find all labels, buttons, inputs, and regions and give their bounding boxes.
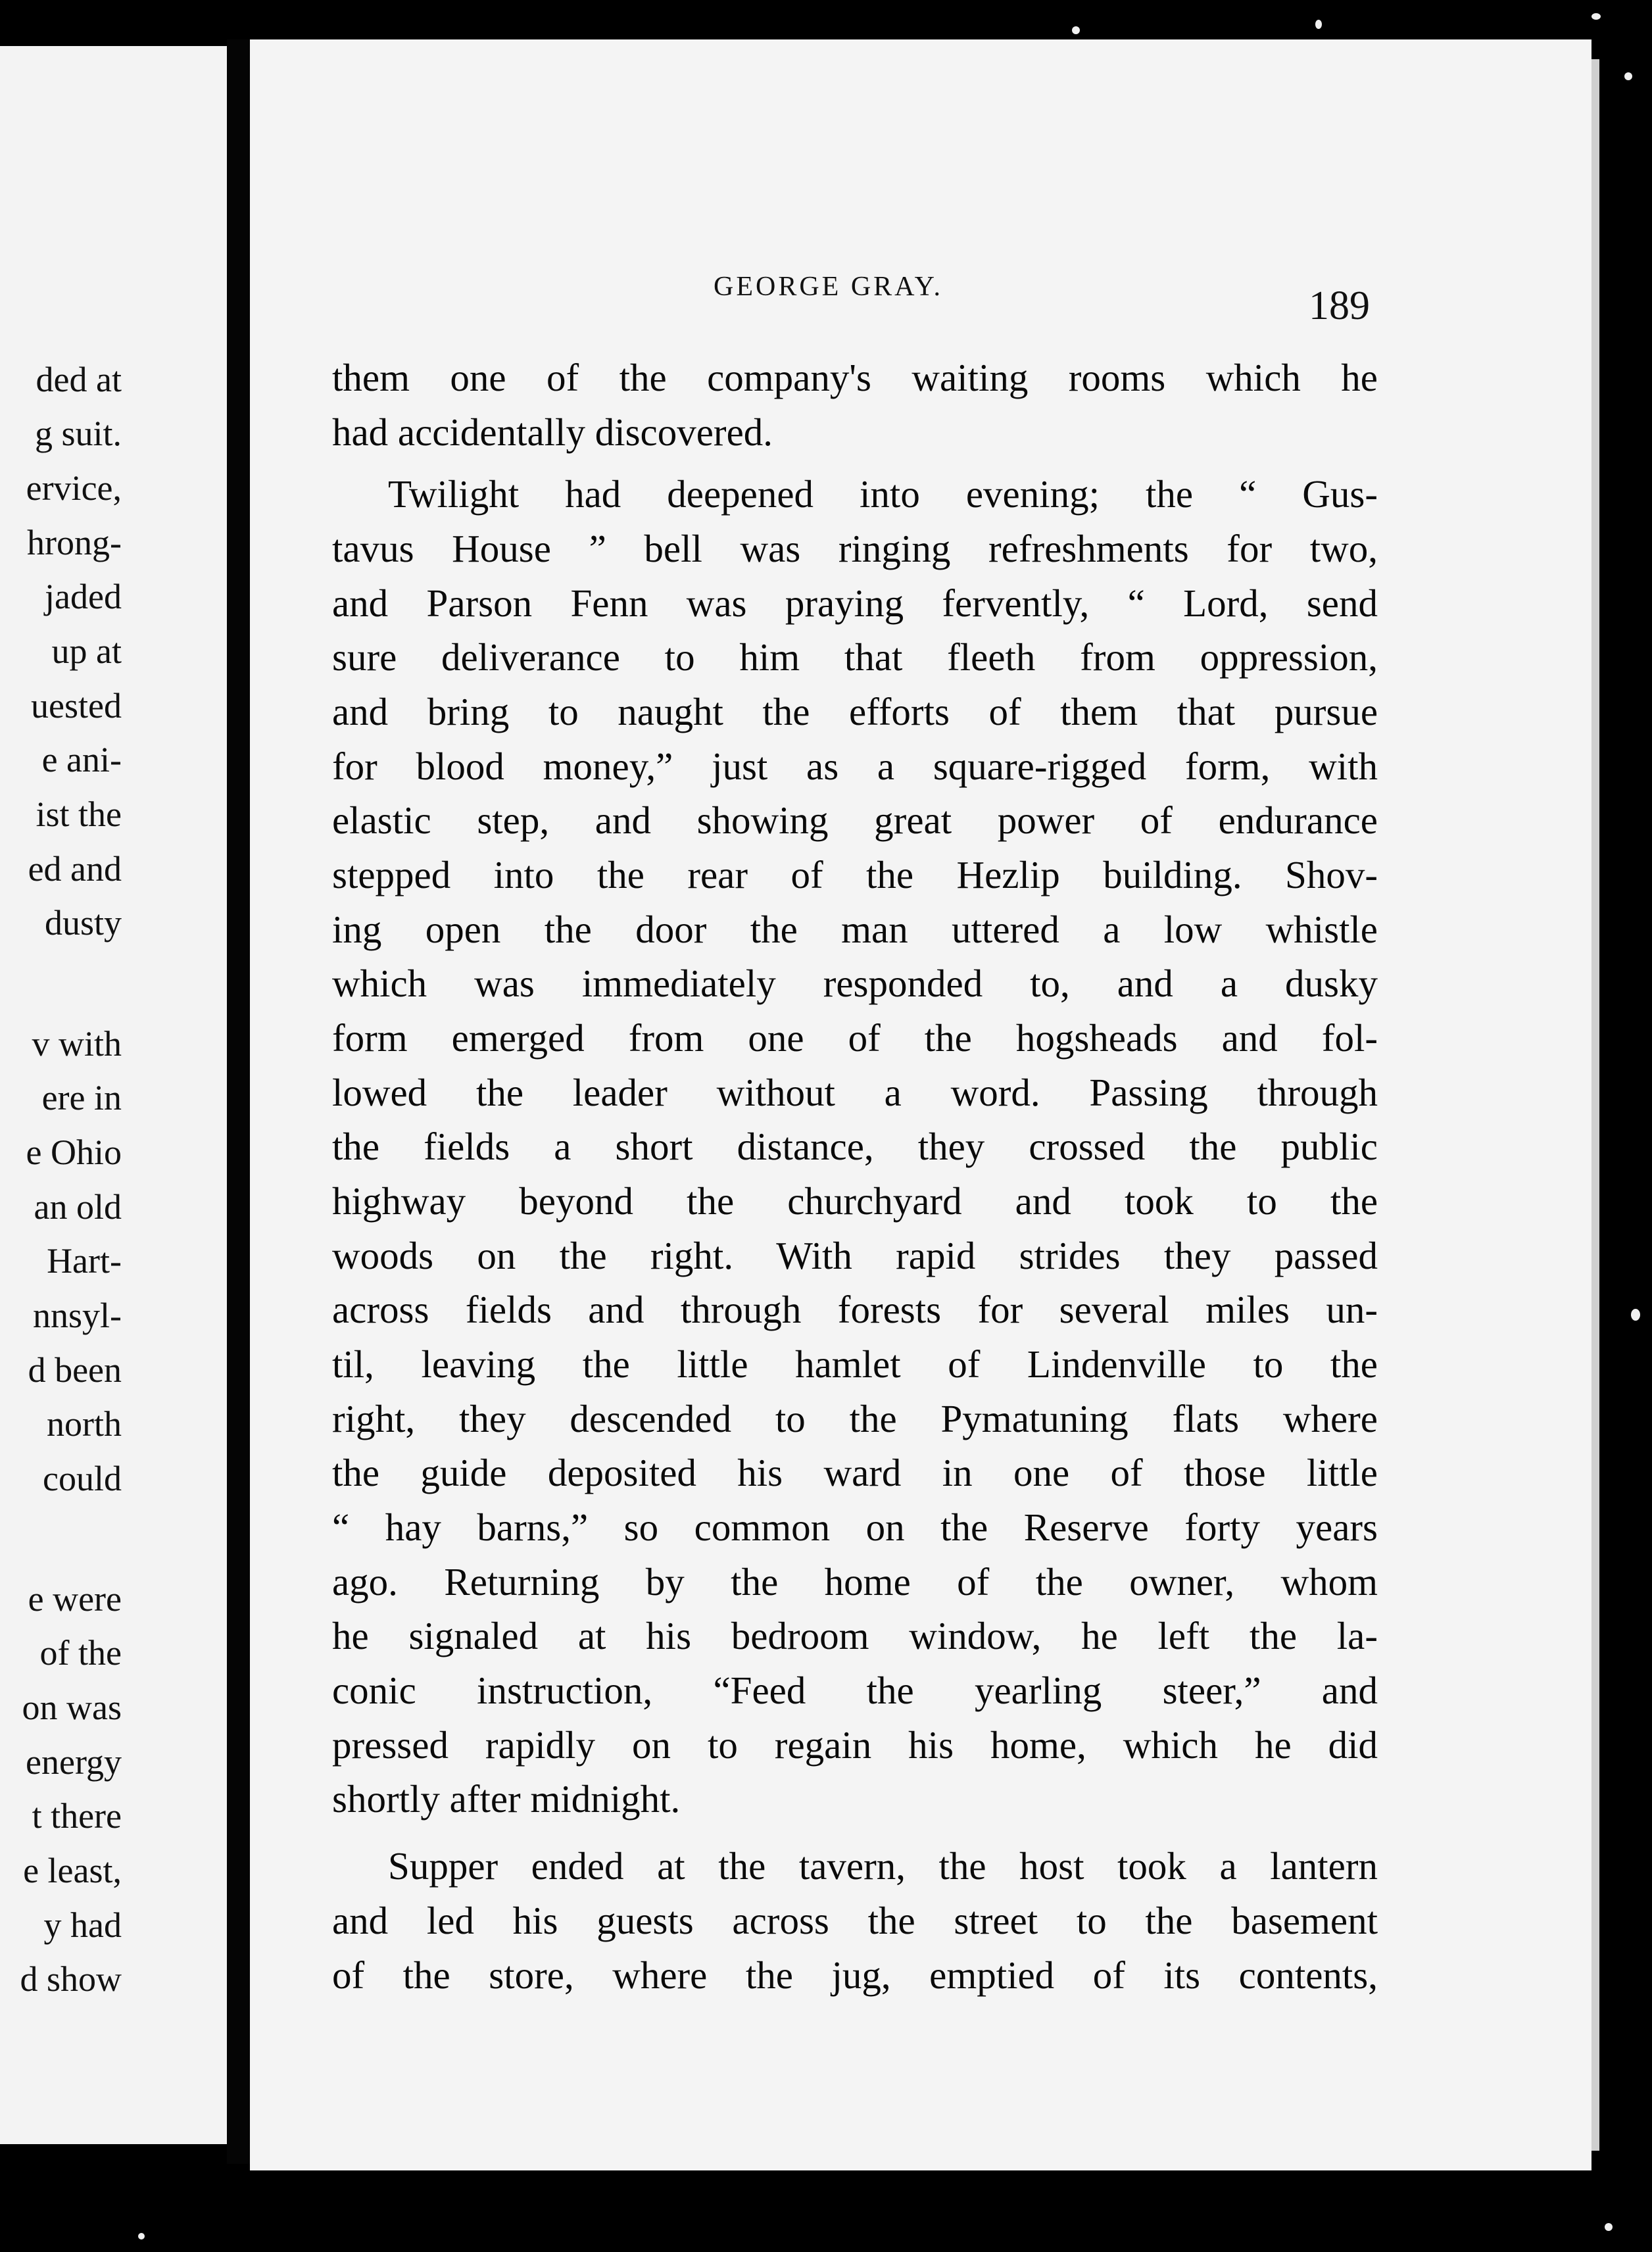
- left-page-line: up at: [51, 631, 122, 671]
- left-page-line: Hart-: [47, 1241, 122, 1281]
- page-number: 189: [1309, 283, 1370, 328]
- left-page-line: e least,: [23, 1851, 122, 1890]
- text-line: had accidentally discovered.: [332, 410, 773, 454]
- text-line: and Parson Fenn was praying fervently, “ Lord, send: [332, 581, 1378, 625]
- left-page-line: ded at: [36, 360, 122, 399]
- left-page-line: t there: [32, 1796, 122, 1836]
- text-line: form emerged from one of the hogsheads and fol-: [332, 1016, 1378, 1060]
- text-line: across fields and through forests for several miles un-: [332, 1288, 1378, 1331]
- left-page-line: y had: [43, 1905, 122, 1945]
- book-gutter: [227, 39, 250, 2164]
- text-line: ago. Returning by the home of the owner, whom: [332, 1560, 1378, 1603]
- text-line: Twilight had deepened into evening; the “ Gus-: [388, 472, 1378, 516]
- text-line: til, leaving the little hamlet of Lindenville to the: [332, 1342, 1378, 1386]
- text-line: stepped into the rear of the Hezlip building. Shov-: [332, 853, 1378, 896]
- text-line: for blood money,” just as a square-rigged form, with: [332, 745, 1378, 788]
- text-line: he signaled at his bedroom window, he left the la-: [332, 1614, 1378, 1657]
- left-page-line: ervice,: [26, 468, 122, 508]
- text-line: conic instruction, “Feed the yearling steer,” and: [332, 1669, 1378, 1712]
- left-page-line: ere in: [41, 1078, 122, 1117]
- running-head: GEORGE GRAY.: [714, 272, 944, 302]
- text-line: tavus House ” bell was ringing refreshments for two,: [332, 527, 1378, 570]
- dust-speck: [1624, 72, 1632, 80]
- left-page-line: hrong-: [27, 523, 122, 562]
- text-line: highway beyond the churchyard and took to the: [332, 1179, 1378, 1223]
- text-line: the fields a short distance, they crossed the public: [332, 1125, 1378, 1168]
- left-page-line: v with: [32, 1024, 122, 1064]
- text-line: the guide deposited his ward in one of those little: [332, 1451, 1378, 1494]
- left-page-line: d show: [20, 1959, 122, 1999]
- previous-page-fragment: [0, 46, 227, 2144]
- text-line: “ hay barns,” so common on the Reserve forty years: [332, 1505, 1378, 1549]
- text-line: sure deliverance to him that fleeth from oppression,: [332, 635, 1378, 679]
- left-page-line: of the: [39, 1633, 122, 1673]
- left-page-line: e Ohio: [26, 1133, 122, 1172]
- page-edge: [1591, 59, 1599, 2151]
- dust-speck: [1591, 13, 1601, 20]
- left-page-line: ist the: [36, 795, 122, 834]
- left-page-line: north: [47, 1404, 122, 1444]
- text-line: lowed the leader without a word. Passing through: [332, 1071, 1378, 1114]
- text-line: which was immediately responded to, and a dusky: [332, 962, 1378, 1005]
- text-line: woods on the right. With rapid strides they passed: [332, 1234, 1378, 1277]
- text-line: and bring to naught the efforts of them that pursue: [332, 690, 1378, 733]
- text-line: shortly after midnight.: [332, 1777, 681, 1821]
- text-line: of the store, where the jug, emptied of its contents,: [332, 1953, 1378, 1997]
- left-page-line: e ani-: [41, 740, 122, 779]
- text-line: pressed rapidly on to regain his home, which he did: [332, 1723, 1378, 1767]
- text-line: right, they descended to the Pymatuning flats where: [332, 1397, 1378, 1440]
- dust-speck: [1605, 2223, 1613, 2231]
- text-line: and led his guests across the street to the basement: [332, 1899, 1378, 1942]
- left-page-line: e were: [28, 1579, 122, 1619]
- dust-speck: [138, 2233, 145, 2240]
- left-page-line: uested: [31, 686, 122, 725]
- left-page-line: ed and: [28, 849, 122, 889]
- dust-speck: [1072, 26, 1080, 34]
- left-page-line: d been: [28, 1350, 122, 1390]
- left-page-line: on was: [22, 1688, 122, 1727]
- left-page-line: g suit.: [34, 414, 122, 453]
- left-page-line: energy: [26, 1742, 122, 1782]
- left-page-line: jaded: [45, 577, 122, 616]
- text-line: Supper ended at the tavern, the host took a lantern: [388, 1844, 1378, 1888]
- left-page-line: could: [43, 1459, 122, 1498]
- text-line: them one of the company's waiting rooms which he: [332, 356, 1378, 399]
- dust-speck: [1631, 1309, 1640, 1321]
- left-page-line: an old: [34, 1187, 122, 1227]
- left-page-line: dusty: [44, 903, 122, 942]
- dust-speck: [1315, 20, 1322, 29]
- left-page-line: nnsyl-: [33, 1296, 122, 1335]
- text-line: elastic step, and showing great power of endurance: [332, 798, 1378, 842]
- text-line: ing open the door the man uttered a low whistle: [332, 908, 1378, 951]
